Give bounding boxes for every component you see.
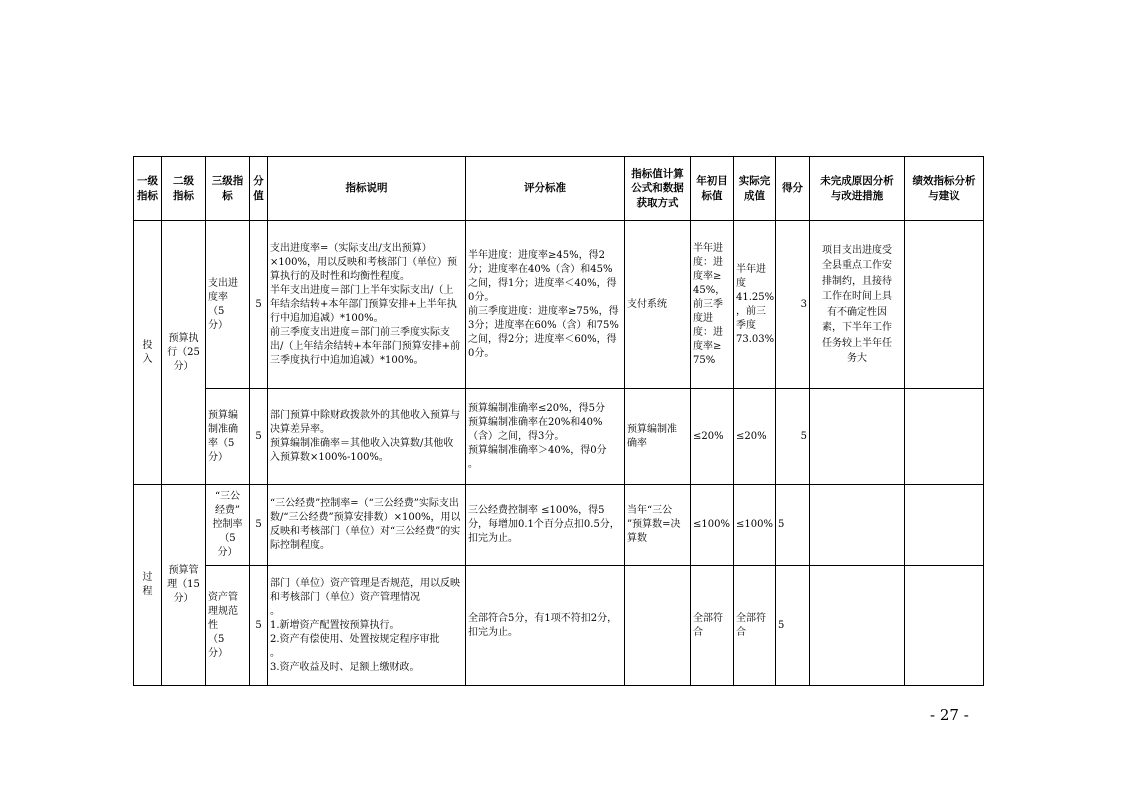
header-criteria: 评分标准	[466, 157, 625, 221]
analysis-cell	[905, 389, 984, 485]
description-cell: 部门（单位）资产管理是否规范，用以反映和考核部门（单位）资产管理情况 。 1.新增资产配置按预算执行。 2.资产有偿使用、处置按规定程序审批 。 3.资产收益及时、足额上缴财政。	[268, 566, 466, 686]
level2-cell: 预算执 行（25 分）	[162, 221, 206, 485]
score-cell: 5	[776, 389, 810, 485]
table-row	[134, 221, 984, 389]
header-level3: 三级指 标	[206, 157, 250, 221]
analysis-cell	[905, 566, 984, 686]
table-row	[134, 485, 984, 566]
reason-cell	[810, 566, 905, 686]
criteria-cell: 半年进度：进度率≥45%，得2分；进度率在40%（含）和45%之间，得1分；进度率＜40%，得0分。 前三季度进度：进度率≥75%，得3分；进度率在60%（含）和75%之间，得2分；进度率＜60%，得0分。	[466, 221, 625, 389]
header-analysis: 绩效指标分析 与建议	[905, 157, 984, 221]
target-cell: 全部符 合	[691, 566, 734, 686]
actual-cell: ≤100%	[734, 485, 776, 566]
score-value-cell: 5	[250, 485, 268, 566]
performance-table	[133, 156, 984, 686]
score-value-cell: 5	[250, 221, 268, 389]
level1-cell: 投 入	[134, 221, 162, 485]
level3-cell: 支出进 度率 （5 分）	[206, 221, 250, 389]
header-score-value: 分 值	[250, 157, 268, 221]
reason-cell	[810, 389, 905, 485]
target-cell: 半年进 度：进 度率≥ 45%， 前三季 度进 度：进 度率≥ 75%	[691, 221, 734, 389]
header-level2: 二级 指标	[162, 157, 206, 221]
reason-cell	[810, 485, 905, 566]
description-cell: 部门预算中除财政拨款外的其他收入预算与决算差异率。 预算编制准确率＝其他收入决算数/其他收入预算数×100%-100%。	[268, 389, 466, 485]
criteria-cell: 预算编制准确率≤20%，得5分 预算编制准确率在20%和40%（含）之间，得3分。 预算编制准确率＞40%，得0分 。	[466, 389, 625, 485]
level3-cell: “三公 经费” 控制率 （5 分）	[206, 485, 250, 566]
actual-cell: ≤20%	[734, 389, 776, 485]
table-row	[134, 389, 984, 485]
table-row	[134, 566, 984, 686]
header-score: 得分	[776, 157, 810, 221]
score-cell: 5	[776, 566, 810, 686]
page-number: - 27 -	[930, 706, 969, 724]
description-cell: “三公经费”控制率=（“三公经费”实际支出数/“三公经费”预算安排数）×100%，用以反映和考核部门（单位）对“三公经费”的实际控制程度。	[268, 485, 466, 566]
header-formula: 指标值计算 公式和数据 获取方式	[625, 157, 691, 221]
header-row	[134, 157, 984, 221]
actual-cell: 半年进 度 41.25% ，前三 季度 73.03%	[734, 221, 776, 389]
level3-cell: 预算编 制准确 率（5 分）	[206, 389, 250, 485]
score-cell: 3	[776, 221, 810, 389]
formula-cell: 预算编制准 确率	[625, 389, 691, 485]
level2-cell: 预算管 理（15 分）	[162, 485, 206, 686]
formula-cell: 当年“三公 ”预算数=决 算数	[625, 485, 691, 566]
header-level1: 一级 指标	[134, 157, 162, 221]
criteria-cell: 全部符合5分，有1项不符扣2分，扣完为止。	[466, 566, 625, 686]
header-actual: 实际完 成值	[734, 157, 776, 221]
score-value-cell: 5	[250, 389, 268, 485]
score-value-cell: 5	[250, 566, 268, 686]
target-cell: ≤100%	[691, 485, 734, 566]
header-description: 指标说明	[268, 157, 466, 221]
reason-cell: 项目支出进度受全县重点工作安排制约，且接待工作在时间上具有不确定性因素，下半年工作任务较上半年任务大	[810, 221, 905, 389]
target-cell: ≤20%	[691, 389, 734, 485]
level1-cell: 过 程	[134, 485, 162, 686]
actual-cell: 全部符 合	[734, 566, 776, 686]
score-cell: 5	[776, 485, 810, 566]
criteria-cell: 三公经费控制率 ≤100%，得5分，每增加0.1个百分点扣0.5分，扣完为止。	[466, 485, 625, 566]
analysis-cell	[905, 485, 984, 566]
formula-cell	[625, 566, 691, 686]
description-cell: 支出进度率=（实际支出/支出预算）×100%，用以反映和考核部门（单位）预算执行的及时性和均衡性程度。 半年支出进度＝部门上半年实际支出/（上年结余结转+本年部门预算安排+上半年执行中追加追减）*100%。 前三季度支出进度＝部门前三季度实际支出/（上年结余结转+本年部门预算安排+前三季度执行中追加追减）*100%。	[268, 221, 466, 389]
header-target: 年初目 标值	[691, 157, 734, 221]
analysis-cell	[905, 221, 984, 389]
formula-cell: 支付系统	[625, 221, 691, 389]
level3-cell: 资产管 理规范 性 （5 分）	[206, 566, 250, 686]
header-reason: 未完成原因分析 与改进措施	[810, 157, 905, 221]
